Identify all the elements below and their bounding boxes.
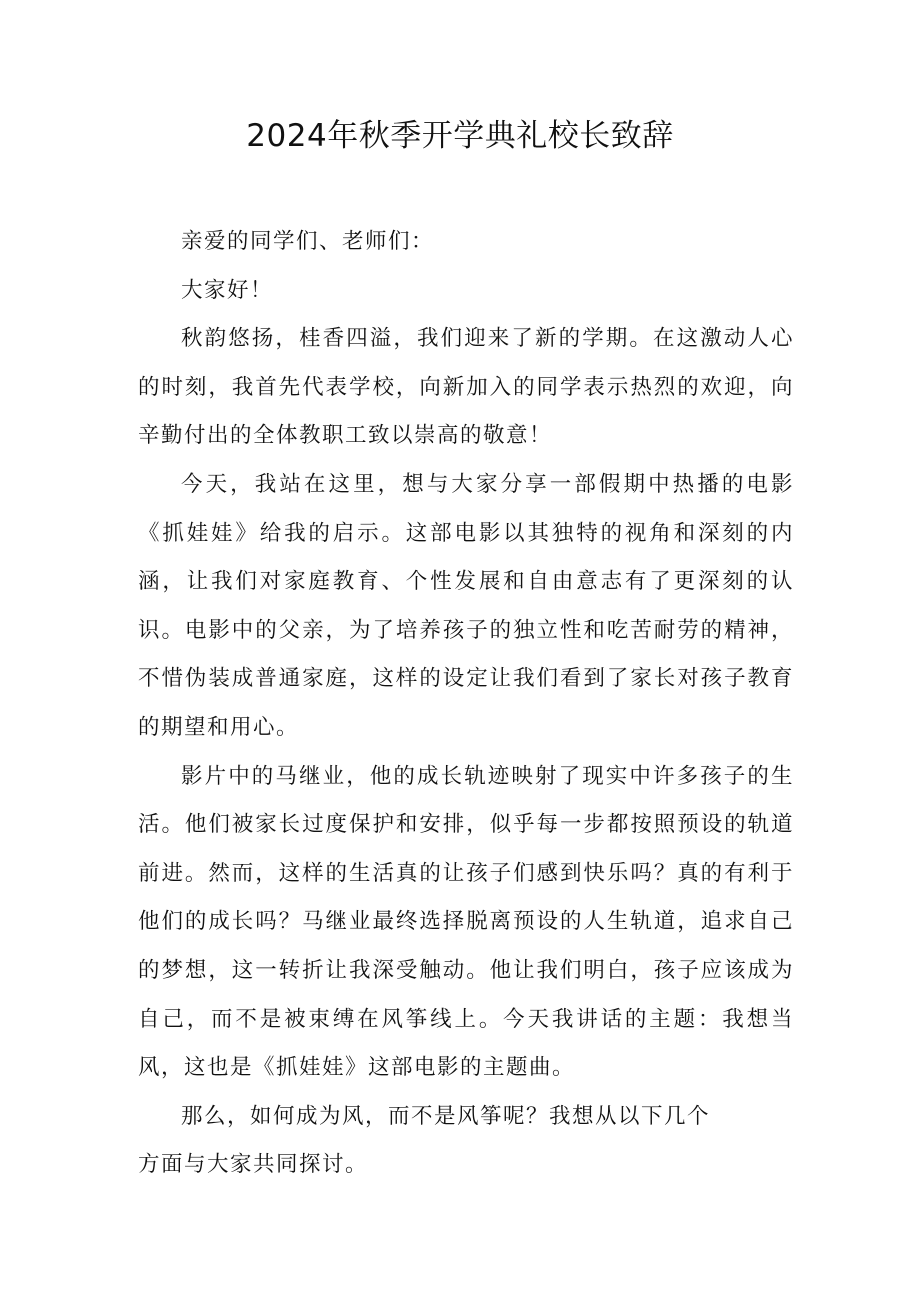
greeting-line: 亲爱的同学们、老师们： (181, 229, 435, 254)
hello-line: 大家好！ (181, 277, 274, 303)
paragraph: 秋韵悠扬，桂香四溢，我们迎来了新的学期。在这激动人心的时刻，我首先代表学校，向新加入的同学表示热烈的欢迎，向辛勤付出的全体教职工致以崇高的敬意！ (138, 326, 794, 449)
paragraph: 影片中的马继业，他的成长轨迹映射了现实中许多孩子的生活。他们被家长过度保护和安排，似乎每一步都按照预设的轨道前进。然而，这样的生活真的让孩子们感到快乐吗？真的有利于他们的成长吗？马继业最终选择脱离预设的人生轨道，追求自己的梦想，这一转折让我深受触动。他让我们明白，孩子应该成为自己，而不是被束缚在风筝线上。今天我讲话的主题：我想当风，这也是《抓娃娃》这部电影的主题曲。 (138, 763, 794, 1081)
paragraph: 那么，如何成为风，而不是风筝呢？我想从以下几个 (181, 1103, 711, 1129)
document-body (138, 218, 794, 1190)
document-title: 2024年秋季开学典礼校长致辞 (246, 118, 674, 154)
paragraph: 今天，我站在这里，想与大家分享一部假期中热播的电影《抓娃娃》给我的启示。这部电影以其独特的视角和深刻的内涵，让我们对家庭教育、个性发展和自由意志有了更深刻的认识。电影中的父亲，为了培养孩子的独立性和吃苦耐劳的精神，不惜伪装成普通家庭，这样的设定让我们看到了家长对孩子教育的期望和用心。 (138, 471, 794, 740)
paragraph-continuation: 方面与大家共同探讨。 (138, 1152, 369, 1178)
